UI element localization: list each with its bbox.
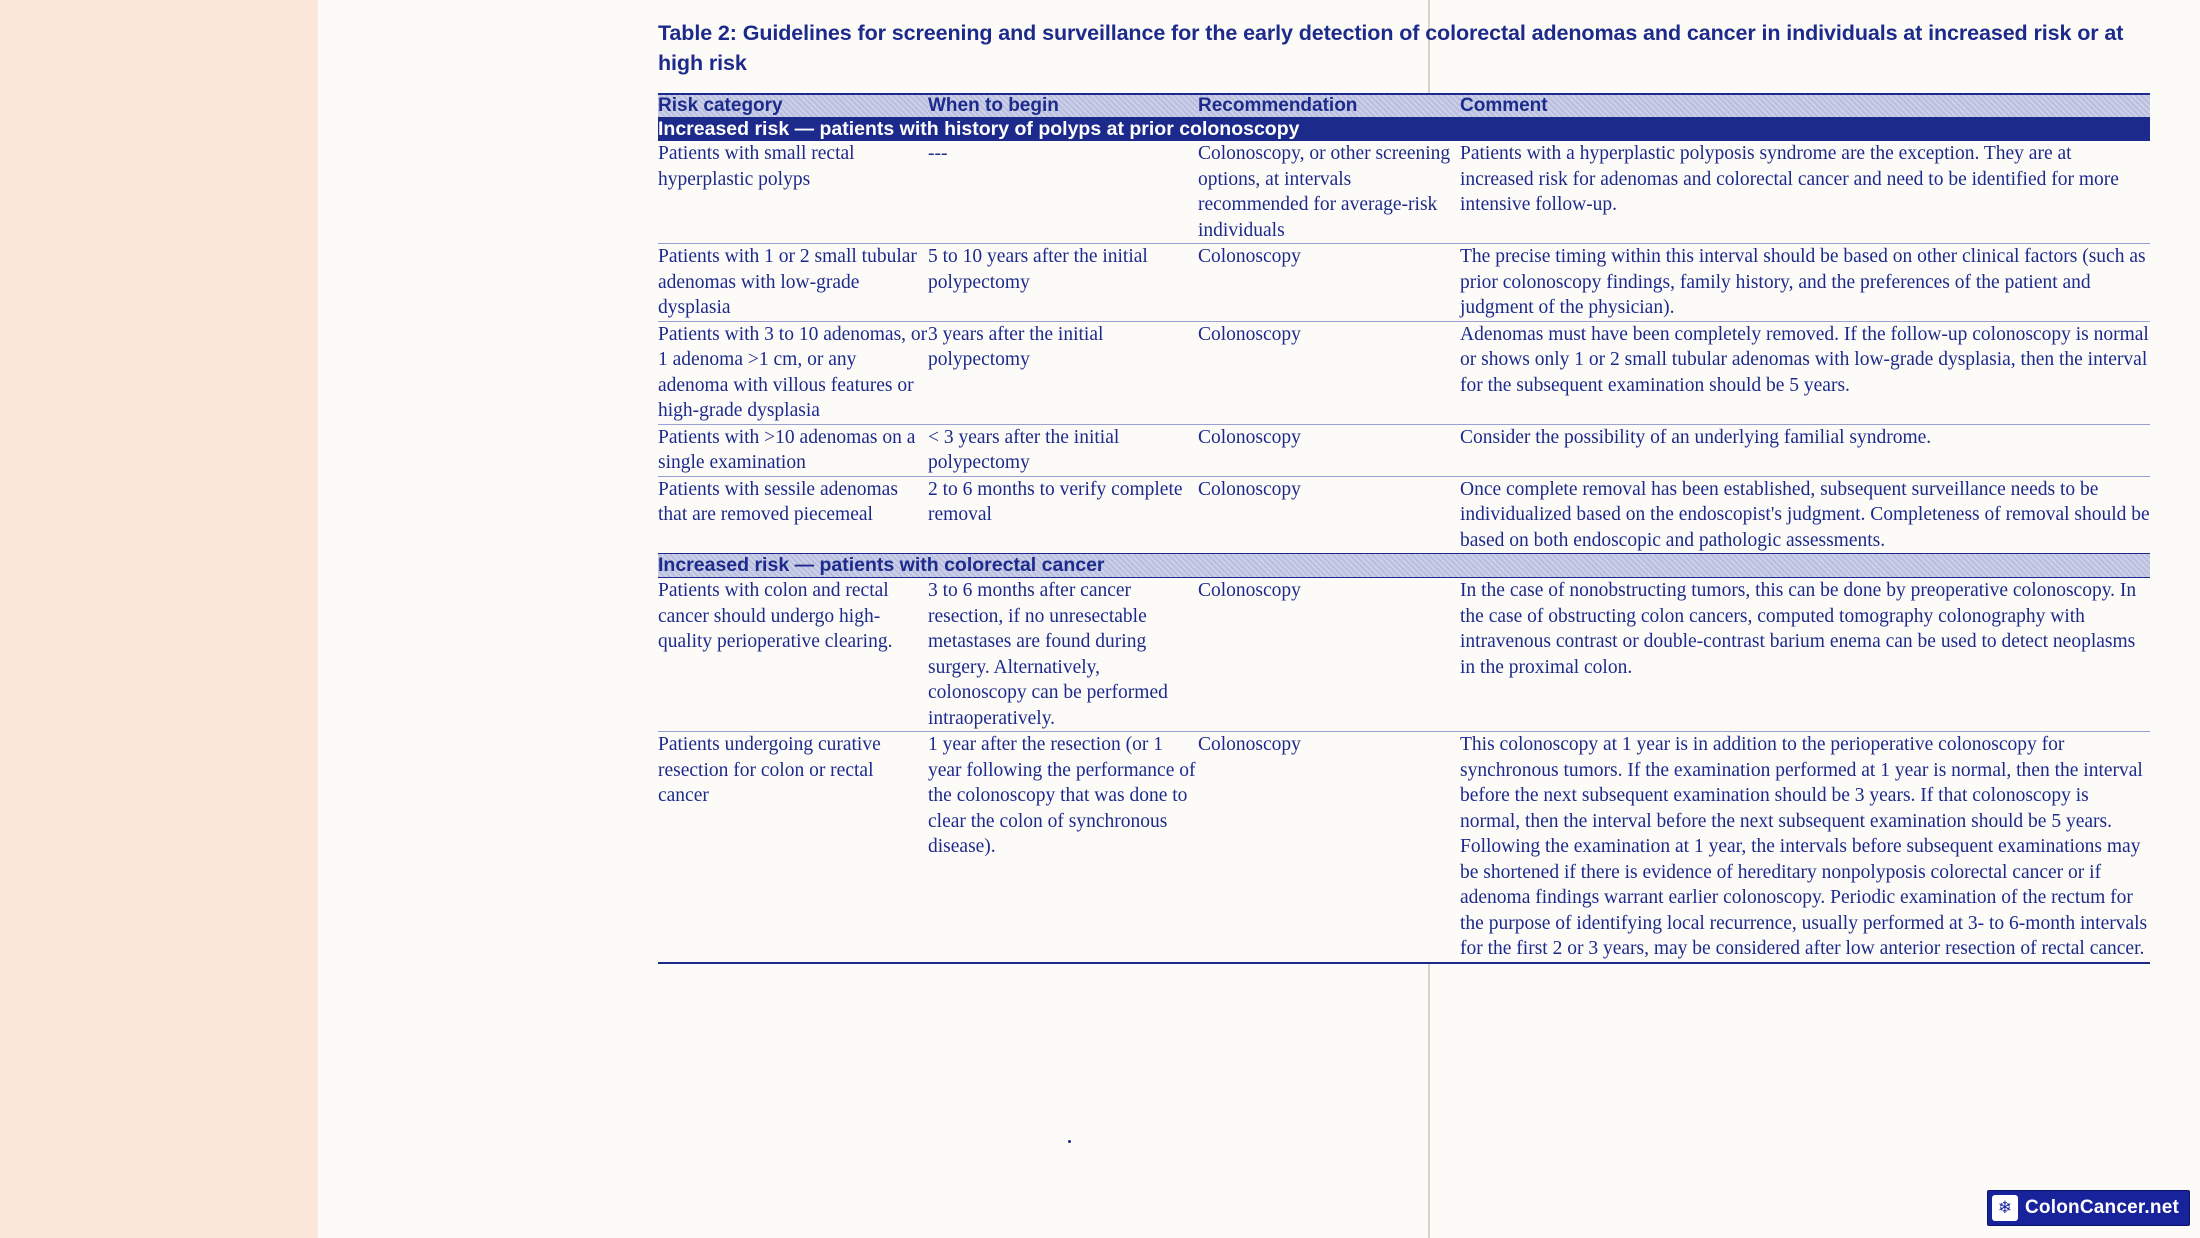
cell-comment: In the case of nonobstructing tumors, this can be done by preoperative colonoscopy. In the case of obstructing colon cancers, computed tomography colonography with intravenous contrast or double-contrast barium enema can be used to detect neoplasms in the proximal colon. [1460,578,2150,732]
cell-risk-category: Patients with small rectal hyperplastic polyps [658,141,928,244]
cell-recommendation: Colonoscopy [1198,321,1460,424]
table-row [658,732,2150,963]
table-row [658,244,2150,322]
table-container [658,18,2158,964]
cell-risk-category: Patients with colon and rectal cancer should undergo high-quality perioperative clearing. [658,578,928,732]
column-header-when-to-begin: When to begin [928,94,1198,118]
table-header-row [658,94,2150,118]
table-bottom-rule-row [658,963,2150,964]
cell-recommendation: Colonoscopy [1198,478,1301,500]
cell-when-to-begin: 1 year after the resection (or 1 year following the performance of the colonoscopy that was done to clear the colon of synchronous disease). [928,734,1196,857]
section-band-label: Increased risk — patients with colorectal cancer [658,554,2150,578]
section-band-colorectal-cancer [658,554,2150,578]
cell-recommendation: Colonoscopy [1198,734,1301,755]
cell-comment: The precise timing within this interval should be based on other clinical factors (such as prior colonoscopy findings, family history, and the preferences of the patient and judgment of the physician). [1460,244,2150,322]
cell-recommendation: Colonoscopy [1198,244,1460,322]
cell-recommendation: Colonoscopy [1198,424,1460,476]
cell-when-to-begin: 5 to 10 years after the initial polypectomy [928,244,1198,322]
table-row [658,578,2150,732]
document-page [318,0,2200,1238]
table-title: Table 2: Guidelines for screening and surveillance for the early detection of colorectal adenomas and cancer in individuals at increased risk or at high risk [658,21,2124,75]
watermark [1987,1190,2190,1226]
cell-when-to-begin: < 3 years after the initial polypectomy [928,424,1198,476]
table-row [658,476,2150,554]
table-row [658,321,2150,424]
cell-risk-category: Patients with 1 or 2 small tubular adenomas with low-grade dysplasia [658,244,928,322]
cell-comment: Patients with a hyperplastic polyposis syndrome are the exception. They are at increased risk for adenomas and colorectal cancer and need to be identified for more intensive follow-up. [1460,141,2150,244]
stray-mark [1068,1140,1071,1143]
cell-risk-category: Patients with 3 to 10 adenomas, or 1 adenoma >1 cm, or any adenoma with villous features or high-grade dysplasia [658,321,928,424]
cell-recommendation: Colonoscopy [1198,578,1460,732]
cell-risk-category: Patients undergoing curative resection for colon or rectal cancer [658,734,881,806]
cell-recommendation: Colonoscopy, or other screening options, at intervals recommended for average-risk individuals [1198,141,1460,244]
cell-comment: Once complete removal has been established, subsequent surveillance needs to be individualized based on the endoscopist's judgment. Completeness of removal should be based on both endoscopic and pathologic assessments. [1460,478,2150,551]
cell-comment: This colonoscopy at 1 year is in addition to the perioperative colonoscopy for synchronous tumors. If the examination performed at 1 year is normal, then the interval before the next subsequent examination should be 3 years. If that colonoscopy is normal, then the interval before the next subsequent examination should be 5 years. Following the examination at 1 year, the intervals before subsequent examinations may be shortened if there is evidence of hereditary nonpolyposis colorectal cancer or if adenoma findings warrant earlier colonoscopy. Periodic examination of the rectum for the purpose of identifying local recurrence, usually performed at 3- to 6-month intervals for the first 2 or 3 years, may be considered after low anterior resection of rectal cancer. [1460,734,2148,959]
cell-when-to-begin: 2 to 6 months to verify complete removal [928,478,1183,525]
cell-when-to-begin: 3 to 6 months after cancer resection, if no unresectable metastases are found during surgery. Alternatively, colonoscopy can be performed intraoperatively. [928,578,1198,732]
table-row [658,424,2150,476]
section-band-polyps [658,118,2150,142]
cell-comment: Adenomas must have been completely removed. If the follow-up colonoscopy is normal or shows only 1 or 2 small tubular adenomas with low-grade dysplasia, then the interval for the subsequent examination should be 5 years. [1460,321,2150,424]
paw-icon: ❄ [1992,1195,2018,1221]
column-header-comment: Comment [1460,94,2150,118]
cell-when-to-begin: --- [928,141,1198,244]
cell-when-to-begin: 3 years after the initial polypectomy [928,321,1198,424]
table-row [658,141,2150,244]
column-header-risk-category: Risk category [658,94,928,118]
guidelines-table [658,93,2150,964]
cell-risk-category: Patients with sessile adenomas that are removed piecemeal [658,478,898,525]
section-band-label: Increased risk — patients with history of polyps at prior colonoscopy [658,118,2150,142]
table-bottom-rule [658,963,2150,964]
watermark-label: ColonCancer.net [2025,1197,2179,1218]
cell-risk-category: Patients with >10 adenomas on a single examination [658,424,928,476]
cell-comment: Consider the possibility of an underlying familial syndrome. [1460,424,2150,476]
column-header-recommendation: Recommendation [1198,94,1460,118]
